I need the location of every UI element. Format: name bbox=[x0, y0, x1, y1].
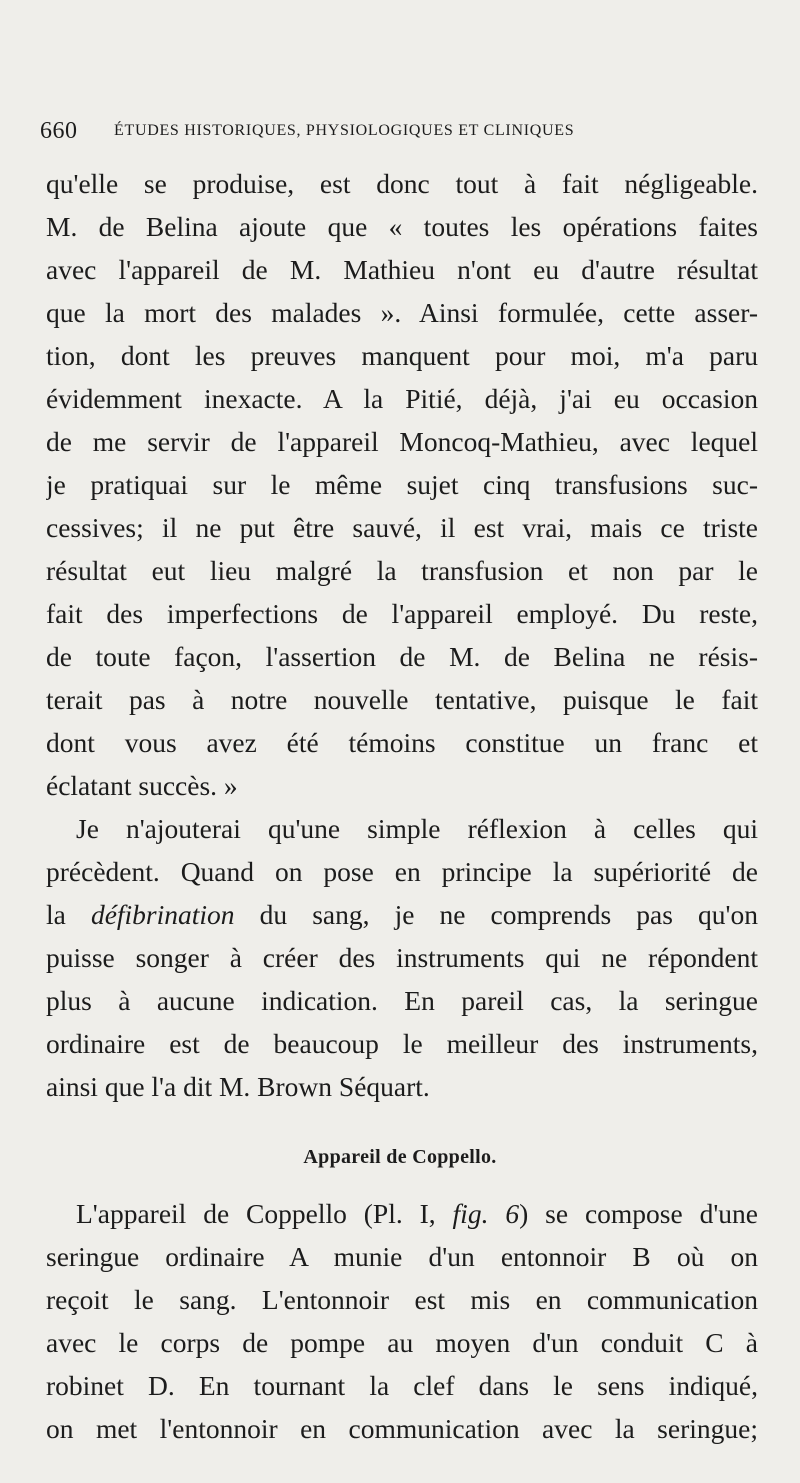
text-line: qu'elle se produise, est donc tout à fait négligeable. bbox=[46, 168, 758, 199]
text-fragment: la bbox=[46, 899, 91, 930]
figure-reference: fig. 6 bbox=[452, 1198, 520, 1229]
text-line: avec l'appareil de M. Mathieu n'ont eu d'autre résultat bbox=[46, 254, 758, 285]
page-number: 660 bbox=[40, 118, 78, 144]
text-line: que la mort des malades ». Ainsi formulée, cette asser- bbox=[46, 297, 758, 328]
emphasized-term: défibrination bbox=[90, 899, 235, 930]
text-line: avec le corps de pompe au moyen d'un conduit C à bbox=[46, 1327, 758, 1358]
text-line: de me servir de l'appareil Moncoq-Mathieu, avec lequel bbox=[46, 426, 758, 457]
text-line: ordinaire est de beaucoup le meilleur des instruments, bbox=[46, 1028, 758, 1059]
text-line: fait des imperfections de l'appareil employé. Du reste, bbox=[46, 598, 758, 629]
text-line: Je n'ajouterai qu'une simple réflexion à celles qui bbox=[76, 813, 758, 844]
paragraph-2 bbox=[46, 807, 758, 1108]
section-heading: Appareil de Coppello. bbox=[303, 1146, 497, 1168]
text-line: ainsi que l'a dit M. Brown Séquart. bbox=[46, 1071, 430, 1102]
text-fragment: L'appareil de Coppello (Pl. I, bbox=[76, 1198, 453, 1229]
running-head bbox=[40, 118, 740, 148]
text-line: robinet D. En tournant la clef dans le sens indiqué, bbox=[46, 1370, 758, 1401]
text-fragment: du sang, je ne comprends pas qu'on bbox=[234, 899, 758, 930]
text-line: éclatant succès. » bbox=[46, 770, 238, 801]
paragraph-1 bbox=[46, 162, 758, 807]
text-line: terait pas à notre nouvelle tentative, puisque le fait bbox=[46, 684, 758, 715]
text-line-with-emphasis bbox=[46, 893, 758, 936]
text-line: plus à aucune indication. En pareil cas, la seringue bbox=[46, 985, 758, 1016]
text-line: évidemment inexacte. A la Pitié, déjà, j'ai eu occasion bbox=[46, 383, 758, 414]
text-line: cessives; il ne put être sauvé, il est vrai, mais ce triste bbox=[46, 512, 758, 543]
text-line: puisse songer à créer des instruments qui ne répondent bbox=[46, 942, 758, 973]
text-line: dont vous avez été témoins constitue un franc et bbox=[46, 727, 758, 758]
text-line: seringue ordinaire A munie d'un entonnoir B où on bbox=[46, 1241, 758, 1272]
text-line: précèdent. Quand on pose en principe la supériorité de bbox=[46, 856, 758, 887]
text-line: tion, dont les preuves manquent pour moi, m'a paru bbox=[46, 340, 758, 371]
text-line-with-emphasis bbox=[46, 1192, 758, 1235]
running-title: ÉTUDES HISTORIQUES, PHYSIOLOGIQUES ET CLINIQUES bbox=[114, 122, 575, 139]
text-line: M. de Belina ajoute que « toutes les opérations faites bbox=[46, 211, 758, 242]
section-paragraph bbox=[46, 1192, 758, 1450]
text-line: on met l'entonnoir en communication avec la seringue; bbox=[46, 1413, 758, 1444]
text-line: résultat eut lieu malgré la transfusion et non par le bbox=[46, 555, 758, 586]
text-fragment: ) se compose d'une bbox=[519, 1198, 758, 1229]
text-line: de toute façon, l'assertion de M. de Belina ne résis- bbox=[46, 641, 758, 672]
text-line: reçoit le sang. L'entonnoir est mis en communication bbox=[46, 1284, 758, 1315]
text-line: je pratiquai sur le même sujet cinq transfusions suc- bbox=[46, 469, 758, 500]
